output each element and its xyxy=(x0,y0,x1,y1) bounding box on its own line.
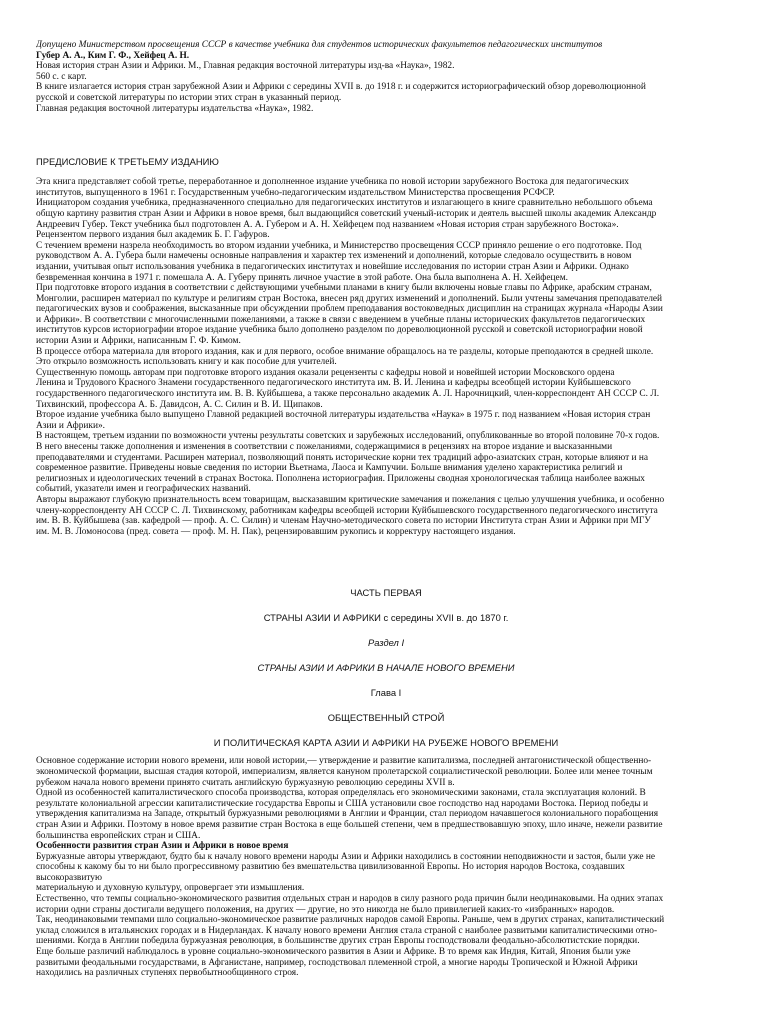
preface-line: Эта книга представляет собой третье, переработанное и дополненное издание учебника по новой истории зарубежного Востока для педагогических xyxy=(36,177,629,188)
chapter-body-main xyxy=(36,852,736,979)
preface-line: общую картину развития стран Азии и Африки в новое время, был выдающийся советский ученый-историк и деятель высшей школы академик Александр xyxy=(36,208,657,219)
preface-line: С течением времени назрела необходимость во втором издании учебника, и Министерство просвещения СССР приняло решение о его подготовке. Под xyxy=(36,240,642,251)
preface-line: В процессе отбора материала для второго издания, как и для первого, особое внимание обращалось на те разделы, которые преподаются в средней школе. xyxy=(36,346,654,357)
preface-line: институтов, выпущенного в 1961 г. Государственным учебно-педагогическим издательством Министерства просвещения РСФСР. xyxy=(36,187,555,198)
preface-line: Андреевич Губер. Текст учебника был подготовлен А. А. Губером и А. Н. Хейфецем под названием «Новая история стран зарубежного Востока». xyxy=(36,219,619,230)
preface-line: Инициатором создания учебника, предназначенного специально для педагогических институтов и излагающего в книге сравнительно небольшого объема xyxy=(36,198,653,209)
body-line: Еще больше различий наблюдалось в уровне социально-экономического развития в Азии и Африке. В то время как Индия, Китай, Япония были уже xyxy=(36,947,631,958)
preface-line: издании, учитывая опыт использования учебника в педагогических институтах и новейшие исследования по истории стран Азии и Африки. Однако xyxy=(36,261,629,272)
preface-line: педагогических вузов и соображения, высказанные при обсуждении проблем преподавания востоковедных дисциплин на страницах журнала «Народы Азии xyxy=(36,304,663,315)
preface-body xyxy=(36,177,736,537)
preface-line: преподавателями и студентами. Расширен материал, позволяющий понять исторические корни тех традиций афро-азиатских стран, которые влияют и на xyxy=(36,452,649,463)
preface-line: В настоящем, третьем издании по возможности учтены результаты советских и зарубежных исследований, опубликованные во второй половине 70-х годов. xyxy=(36,431,660,442)
authors-line: Губер А. А., Ким Г. Ф., Хейфец А. Н. xyxy=(36,50,190,61)
preface-line: Второе издание учебника было выпущено Главной редакцией восточной литературы издательства «Наука» в 1975 г. под названием «Новая история стран xyxy=(36,410,651,421)
preface-line: им. В. В. Куйбышева (зав. кафедрой — проф. А. С. Силин) и членам Научно-методического совета по истории Института стран Азии и Африки при МГУ xyxy=(36,516,651,527)
preface-line: Рецензентом первого издания был академик Б. Г. Гафуров. xyxy=(36,230,270,241)
body-line: шениями. Когда в Англии победила буржуазная революция, в большинстве других стран Европы господствовали феодально-абсолютистские порядки. xyxy=(36,936,640,947)
abstract-line-1: В книге излагается история стран зарубежной Азии и Африки с середины XVII в. до 1918 г. и содержится историографический обзор дореволюционной xyxy=(36,82,646,93)
preface-line: Ленина и Трудового Красного Знамени государственного педагогического института им. В. И. Ленина и кафедры всеобщей истории Куйбышевского xyxy=(36,378,631,389)
body-line: экономической формации, высшая стадия которой, империализм, является кануном пролетарской социалистической революции. Более или менее точным xyxy=(36,766,653,777)
preface-line: Это открыло возможность использовать книгу и как пособие для учителей. xyxy=(36,357,337,368)
preface-line: При подготовке второго издания в соответствии с действующими учебными планами в книгу были включены новые главы по Африке, арабским странам, xyxy=(36,283,652,294)
body-line: Основное содержание истории нового времени, или новой истории,— утверждение и развитие капитализма, последней антагонистической общественно- xyxy=(36,756,652,767)
subsection-heading: Особенности развития стран Азии и Африки в новое время xyxy=(36,841,289,852)
chapter-body-intro xyxy=(36,756,736,841)
body-line: Естественно, что темпы социально-экономического развития отдельных стран и народов в силу разного рода причин были неодинаковыми. На одних этапах xyxy=(36,894,664,905)
approval-note: Допущено Министерством просвещения СССР в качестве учебника для студентов исторических факультетов педагогических институтов xyxy=(36,40,603,50)
preface-line: безвременная кончина в 1971 г. помешала А. А. Губеру принять личное участие в этой работе. Она была выполнена А. Н. Хейфецем. xyxy=(36,272,568,283)
publisher-line: Главная редакция восточной литературы издательства «Наука», 1982. xyxy=(36,103,314,114)
preface-line: Тихвинский, профессора А. Б. Давидсон, А. С. Силин и В. И. Щипаков. xyxy=(36,399,323,410)
body-line: результате колониальной агрессии капиталистические государства Европы и США установили свое господство над народами Востока. Период победы и xyxy=(36,798,648,809)
section-label: Раздел I xyxy=(367,637,405,649)
bibliographic-line: Новая история стран Азии и Африки. М., Главная редакция восточной литературы изд-ва «Наука», 1982. xyxy=(36,61,455,72)
preface-line: событий, указатели имен и географических названий. xyxy=(36,484,251,495)
section-title: СТРАНЫ АЗИИ И АФРИКИ В НАЧАЛЕ НОВОГО ВРЕМЕНИ xyxy=(257,662,515,674)
body-line: Буржуазные авторы утверждают, будто бы к началу нового времени народы Азии и Африки находились в состоянии неподвижности и застоя, были уже не xyxy=(36,851,656,862)
body-line: способны к какому бы то ни было прогрессивному развитию без вмешательства цивилизованной Европы. Но история народов Востока, создавших xyxy=(36,862,625,873)
preface-line: В него внесены также дополнения и изменения в соответствии с пожеланиями, содержащимися в рецензиях на второе издание и высказанными xyxy=(36,442,613,452)
preface-line: государственного педагогического института им. В. В. Куйбышева, а также персонально академик А. Л. Нарочницкий, член-корреспондент АН СССР С. Л. xyxy=(36,389,660,400)
preface-line: Существенную помощь авторам при подготовке второго издания оказали рецензенты с кафедры новой и новейшей истории Московского ордена xyxy=(36,367,615,378)
body-line: Так, неодинаковыми темпами шло социально-экономическое развитие различных народов самой Европы. Раньше, чем в других странах, капиталистический xyxy=(36,915,665,926)
chapter-title-1: ОБЩЕСТВЕННЫЙ СТРОЙ xyxy=(327,712,445,724)
preface-line: религиозных и идеологических течений в странах Востока. Пополнена историография. Приложены сводная хронологическая таблица наиболее важных xyxy=(36,473,645,484)
chapter-title-2: И ПОЛИТИЧЕСКАЯ КАРТА АЗИИ И АФРИКИ НА РУБЕЖЕ НОВОГО ВРЕМЕНИ xyxy=(213,737,559,749)
body-line: истории одни страны достигали ведущего положения, на других — другие, но это никогда не было привилегией каких-то «избранных» народов. xyxy=(36,904,615,915)
preface-line: члену-корреспонденту АН СССР С. Л. Тихвинскому, работникам кафедры всеобщей истории Куйбышевского государственного педагогического института xyxy=(36,505,658,516)
preface-heading: ПРЕДИСЛОВИЕ К ТРЕТЬЕМУ ИЗДАНИЮ xyxy=(36,156,219,168)
preface-line: институтов курсов историографии второе издание учебника было дополнено разделом по дореволюционной русской и советской историографии новой xyxy=(36,325,643,336)
preface-line: современное развитие. Приведены новые сведения по истории Вьетнама, Лаоса и Кампучии. Больше внимания уделено характеристика религий и xyxy=(36,463,623,474)
body-line: развитыми феодальными государствами, в Афганистане, например, господствовал племенной строй, а многие народы Тропической и Южной Африки xyxy=(36,957,638,968)
preface-line: им. М. В. Ломоносова (пред. совета — проф. М. Н. Пак), рецензировавшим рукопись и корректуру настоящего издания. xyxy=(36,526,516,537)
body-line: находились на различных ступенях первобытнообщинного строя. xyxy=(36,968,299,979)
body-line: материальную и духовную культуру, опровергает эти измышления. xyxy=(36,883,305,894)
preface-line: Азии и Африки». xyxy=(36,420,106,431)
body-line: большинства европейских стран и США. xyxy=(36,830,201,841)
pages-line: 560 с. с карт. xyxy=(36,71,87,82)
body-line: утверждения капитализма на Западе, открытый буржуазными революциями в Англии и Франции, стал периодом начавшегося колониального порабощения xyxy=(36,809,659,820)
document-page xyxy=(36,40,736,979)
preface-line: Авторы выражают глубокую признательность всем товарищам, высказавшим критические замечания и пожелания с целью улучшения учебника, и особенно xyxy=(36,494,665,505)
part-title: ЧАСТЬ ПЕРВАЯ xyxy=(350,587,422,599)
part-subtitle: СТРАНЫ АЗИИ И АФРИКИ с середины XVII в. до 1870 г. xyxy=(263,612,509,624)
body-line: Одной из особенностей капиталистического способа производства, которая определялась его экономическими законами, стала эксплуатация колоний. В xyxy=(36,788,646,799)
preface-line: руководством А. А. Губера были намечены основные направления и характер тех изменений и дополнений, которые следовало осуществить в новом xyxy=(36,251,632,262)
preface-line: и Африки». В соответствии с многочисленными пожеланиями, а также в связи с введением в учебные планы исторических факультетов педагогических xyxy=(36,314,646,325)
body-line: уклад сложился в итальянских городах и в Нидерландах. К началу нового времени Англия стала страной с наиболее развитыми капиталистическими отно- xyxy=(36,925,658,936)
abstract-line-2: русской и советской литературы по истории этих стран в указанный период. xyxy=(36,92,342,103)
preface-line: истории Азии и Африки, написанным Г. Ф. Кимом. xyxy=(36,336,241,347)
body-line: стран Азии и Африки. Поэтому в новое время развитие стран Востока в еще большей степени, чем в предшествовавшую эпоху, шло иначе, нежели развитие xyxy=(36,819,663,830)
body-line: высокоразвитую xyxy=(36,872,102,883)
chapter-label: Глава I xyxy=(370,687,402,699)
body-line: рубежом начала нового времени принято считать английскую буржуазную революцию середины XVII в. xyxy=(36,777,455,788)
preface-line: Монголии, расширен материал по культуре и религиям стран Востока, внесен ряд других изменений и дополнений. Были учтены замечания преподавателей xyxy=(36,293,663,304)
